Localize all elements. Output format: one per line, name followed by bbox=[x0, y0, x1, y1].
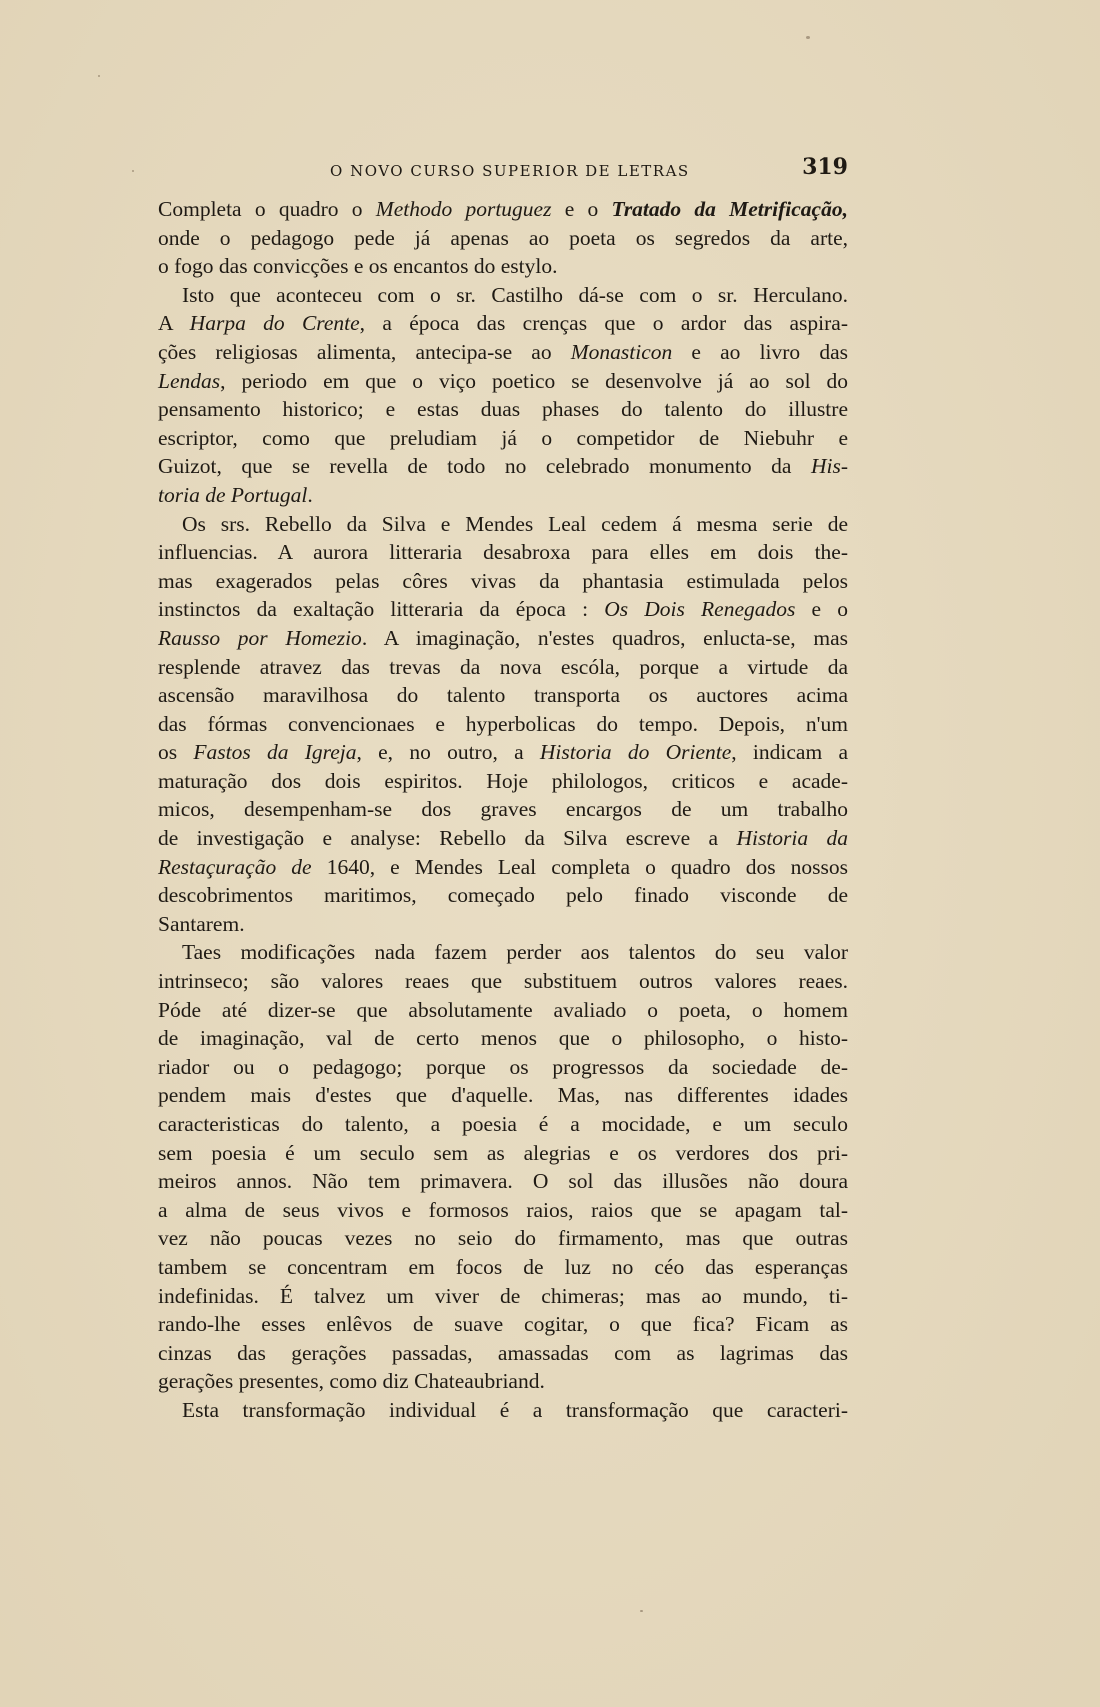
text-line: intrinseco; são valores reaes que substituem outros valores reaes. bbox=[158, 969, 848, 994]
text-line: ções religiosas alimenta, antecipa-se ao Monasticon e ao livro das bbox=[158, 339, 848, 364]
text-line: Póde até dizer-se que absolutamente avaliado o poeta, o homem bbox=[158, 997, 848, 1022]
text-line: os Fastos da Igreja, e, no outro, a Historia do Oriente, indicam a bbox=[158, 740, 848, 765]
text-line: maturação dos dois espiritos. Hoje philologos, criticos e acade- bbox=[158, 768, 848, 793]
text-line: onde o pedagogo pede já apenas ao poeta os segredos da arte, bbox=[158, 225, 848, 250]
text-line: caracteristicas do talento, a poesia é a mocidade, e um seculo bbox=[158, 1112, 848, 1136]
text-line: A Harpa do Crente, a época das crenças que o ardor das aspira- bbox=[158, 311, 848, 336]
text-line: Rausso por Homezio. A imaginação, n'estes quadros, enlucta-se, mas bbox=[158, 625, 848, 650]
text-line: Completa o quadro o Methodo portuguez e o Tratado da Metrificação, bbox=[158, 197, 848, 221]
text-line: resplende atravez das trevas da nova escóla, porque a virtude da bbox=[158, 654, 848, 679]
text-line: Santarem. bbox=[158, 911, 245, 936]
body-text bbox=[158, 195, 848, 1425]
text-line: influencias. A aurora litteraria desabroxa para elles em dois the- bbox=[158, 540, 848, 565]
text-line: riador ou o pedagogo; porque os progressos da sociedade de- bbox=[158, 1054, 848, 1079]
text-line: pendem mais d'estes que d'aquelle. Mas, nas differentes idades bbox=[158, 1083, 848, 1108]
page-header bbox=[158, 154, 848, 190]
text-line: a alma de seus vivos e formosos raios, raios que se apagam tal- bbox=[158, 1197, 848, 1222]
text-line: rando-lhe esses enlêvos de suave cogitar, o que fica? Ficam as bbox=[158, 1312, 848, 1337]
text-line: pensamento historico; e estas duas phases do talento do illustre bbox=[158, 397, 848, 422]
text-line: Esta transformação individual é a transformação que caracteri- bbox=[182, 1397, 848, 1422]
text-line: vez não poucas vezes no seio do firmamento, mas que outras bbox=[158, 1226, 848, 1251]
text-line: Guizot, que se revella de todo no celebrado monumento da His- bbox=[158, 454, 848, 479]
text-line: mas exagerados pelas côres vivas da phantasia estimulada pelos bbox=[158, 568, 848, 593]
page-number: 319 bbox=[802, 154, 848, 180]
text-line: Os srs. Rebello da Silva e Mendes Leal cedem á mesma serie de bbox=[182, 511, 848, 536]
text-line: Isto que aconteceu com o sr. Castilho dá-se com o sr. Herculano. bbox=[182, 282, 848, 307]
text-line: gerações presentes, como diz Chateaubriand. bbox=[158, 1369, 545, 1394]
text-line: de investigação e analyse: Rebello da Silva escreve a Historia da bbox=[158, 826, 848, 851]
text-line: de imaginação, val de certo menos que o philosopho, o histo- bbox=[158, 1026, 848, 1051]
running-title: O NOVO CURSO SUPERIOR DE LETRAS bbox=[330, 162, 690, 180]
text-line: indefinidas. É talvez um viver de chimeras; mas ao mundo, ti- bbox=[158, 1283, 848, 1308]
text-line: cinzas das gerações passadas, amassadas com as lagrimas das bbox=[158, 1340, 848, 1365]
text-line: instinctos da exaltação litteraria da época : Os Dois Renegados e o bbox=[158, 597, 848, 622]
text-line: Lendas, periodo em que o viço poetico se desenvolve já ao sol do bbox=[158, 368, 848, 393]
text-line: sem poesia é um seculo sem as alegrias e os verdores dos pri- bbox=[158, 1140, 848, 1165]
text-line: ascensão maravilhosa do talento transporta os auctores acima bbox=[158, 683, 848, 708]
text-line: escriptor, como que preludiam já o competidor de Niebuhr e bbox=[158, 425, 848, 450]
text-line: toria de Portugal. bbox=[158, 482, 313, 507]
text-line: das fórmas convencionaes e hyperbolicas do tempo. Depois, n'um bbox=[158, 711, 848, 736]
text-line: Taes modificações nada fazem perder aos talentos do seu valor bbox=[182, 940, 848, 965]
text-line: tambem se concentram em focos de luz no céo das esperanças bbox=[158, 1254, 848, 1279]
text-line: descobrimentos maritimos, começado pelo finado visconde de bbox=[158, 883, 848, 908]
text-line: micos, desempenham-se dos graves encargos de um trabalho bbox=[158, 797, 848, 822]
text-line: meiros annos. Não tem primavera. O sol das illusões não doura bbox=[158, 1169, 848, 1194]
text-line: Restaçuração de 1640, e Mendes Leal completa o quadro dos nossos bbox=[158, 854, 849, 879]
text-line: o fogo das convicções e os encantos do estylo. bbox=[158, 254, 558, 279]
